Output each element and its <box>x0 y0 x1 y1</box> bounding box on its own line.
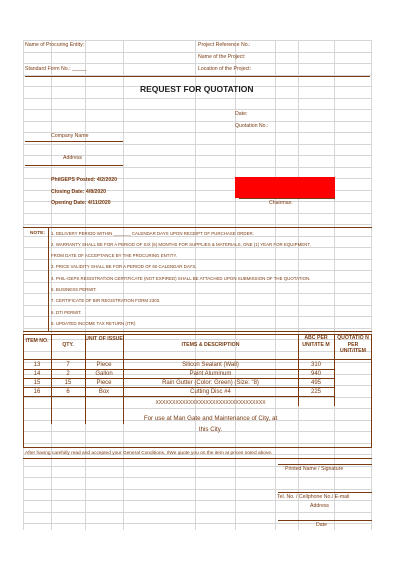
row4-qty: 6 <box>66 389 70 395</box>
purpose-line-1: For use at Man Gate and Maintenance of City, at <box>143 415 278 422</box>
row-rule-1 <box>23 369 334 370</box>
statement-rule <box>23 458 372 459</box>
rfq-sheet <box>23 40 372 530</box>
row-rule-4 <box>23 396 334 397</box>
printed-name-label: Printed Name / Signature <box>285 466 344 472</box>
gridline-col <box>371 40 372 530</box>
date-line <box>278 520 372 521</box>
row3-desc: Rain Gutter (Color: Green) (Size: "8) <box>162 380 259 386</box>
header-abc: ABC PER UNIT/ITE M <box>302 335 330 348</box>
header-quotation: QUOTATIO N PER UNIT/ITEM <box>337 335 369 354</box>
address-label: Address <box>63 155 83 161</box>
gridline-col <box>23 40 24 530</box>
gridline-row <box>23 293 372 294</box>
closing-date: Closing Date: 4/8/2020 <box>51 189 107 195</box>
quotation-no-label: Quotation No.: <box>235 123 269 129</box>
notes-left-rule <box>48 228 49 332</box>
gridline-row <box>23 98 372 99</box>
project-ref-label: Project Reference No.: <box>198 42 251 48</box>
gridline-row <box>23 512 372 513</box>
row2-abc: 940 <box>310 371 321 377</box>
gridline-row <box>23 270 372 271</box>
project-name-label: Name of the Project: <box>198 54 246 60</box>
tel-line <box>278 492 372 493</box>
row1-unit: Piece <box>96 362 112 368</box>
project-location-label: Location of the Project: <box>198 66 252 72</box>
row3-item: 15 <box>33 380 41 386</box>
standard-form-label: Standard Form No.: _____ <box>25 66 87 72</box>
note-4: 4. PHIL-GEPS REGISTRATION CERTIFICATE (NOT EXPIRED) SHALL BE ATTACHED UPON SUBMISSION OF THE QUOTATION. <box>51 276 311 281</box>
gridline-col <box>298 40 299 530</box>
highlight-bar-1 <box>235 177 335 188</box>
row4-desc: Cutting Disc #4 <box>190 389 231 395</box>
row4-unit: Box <box>98 389 110 395</box>
note-2: 2. WARRANTY SHALL BE FOR A PERIOD OF SIX (6) MONTHS FOR SUPPLIES & MATERIALS, ONE (1) YEAR FOR EQUIPMENT, <box>51 242 311 247</box>
company-name-line <box>25 141 123 142</box>
row3-qty: 15 <box>64 380 72 386</box>
gridline-row <box>23 316 372 317</box>
items-separator: XXXXXXXXXXXXXXXXXXXXXXXXXXXXXXXXX <box>155 400 266 406</box>
date-sig-label: Date <box>316 522 327 528</box>
opening-date: Opening Date: 4/11/2020 <box>51 200 111 206</box>
gridline-row <box>23 52 372 53</box>
gridline-row <box>23 144 372 145</box>
chairman-label: Chairman <box>269 200 292 206</box>
gridline-row <box>23 40 372 41</box>
purpose-line-2: this City. <box>198 426 223 433</box>
printed-name-line <box>278 464 372 465</box>
header-description: ITEMS & DESCRIPTION <box>181 342 240 348</box>
note-3: 3. PRICE VALIDITY SHALL BE FOR A PERIOD OF 60 CALENDAR DAYS. <box>51 264 197 269</box>
notes-bottom-rule <box>23 331 372 332</box>
gridline-row <box>23 224 372 225</box>
row2-item: 14 <box>33 371 41 377</box>
gridline-row <box>23 121 372 122</box>
row1-item: 13 <box>33 362 41 368</box>
gridline-row <box>23 63 372 64</box>
header-unit: UNIT OF ISSUE <box>85 336 123 342</box>
row2-desc: Paint Aluminum <box>189 371 232 377</box>
row2-unit: Gallon <box>95 371 113 377</box>
row2-qty: 2 <box>66 371 70 377</box>
header-qty: QTY. <box>62 342 74 348</box>
gridline-row <box>23 282 372 283</box>
row-rule-2 <box>23 378 334 379</box>
col-rule-2 <box>85 334 86 424</box>
note-6: 6. DTI PERMIT. <box>51 310 82 315</box>
note-8: 8. UPDATED INCOME TAX RETURN (ITR) <box>51 321 136 326</box>
note-1: 1. DELIVERY PERIOD WITHIN _______ CALENDAR DAYS UPON RECEIPT OF PURCHASE ORDER. <box>51 231 254 236</box>
gridline-row <box>23 213 372 214</box>
gridline-row <box>23 109 372 110</box>
row3-abc: 495 <box>310 380 321 386</box>
row4-item: 16 <box>33 389 41 395</box>
notes-top-rule <box>23 227 372 228</box>
row3-unit: Piece <box>96 380 112 386</box>
tel-label: Tel. No. / Cellphone No./ E-mail <box>277 494 350 500</box>
gridline-row <box>23 259 372 260</box>
gridline-row <box>23 328 372 329</box>
philgeps-posted: PhilGEPS Posted: 4/2/2020 <box>51 177 118 183</box>
page-title: REQUEST FOR QUOTATION <box>140 84 254 94</box>
row1-qty: 7 <box>66 362 70 368</box>
gridline-col <box>275 40 276 530</box>
address-line <box>25 165 123 166</box>
note-2b: FROM DATE OF ACCEPTANCE BY THE PROCURING ENTITY. <box>51 253 177 258</box>
note-7: 7. CERTIFICATE OF BIR REGISTRATION FORM 2303. <box>51 298 161 303</box>
row4-abc: 225 <box>310 389 321 395</box>
note-5: 5. BUSINESS PERMIT. <box>51 287 97 292</box>
gridline-row <box>23 477 372 478</box>
header-divider <box>25 76 370 77</box>
row1-abc: 310 <box>310 362 321 368</box>
row-rule-3 <box>23 387 334 388</box>
address-sig-label: Address <box>310 503 330 509</box>
row1-desc: Silicon Sealant (Wall) <box>182 362 239 368</box>
highlight-bar-2 <box>235 188 335 198</box>
closing-statement: After having carefully read and accepted your General Conditions, I/We quote you on the item at prices noted above. <box>25 451 273 456</box>
gridline-row <box>23 167 372 168</box>
table-header-rule <box>23 359 372 360</box>
note-label: NOTE: <box>30 231 45 236</box>
gridline-row <box>23 305 372 306</box>
date-label: Date: <box>235 111 248 117</box>
chairman-sign-line <box>239 198 335 199</box>
header-item-no: ITEM NO. <box>25 338 49 344</box>
procuring-entity-label: Name of Procuring Entity: <box>25 42 85 48</box>
company-name-label: Company Name <box>51 133 89 139</box>
gridline-row <box>23 489 372 490</box>
gridline-col <box>334 40 335 530</box>
